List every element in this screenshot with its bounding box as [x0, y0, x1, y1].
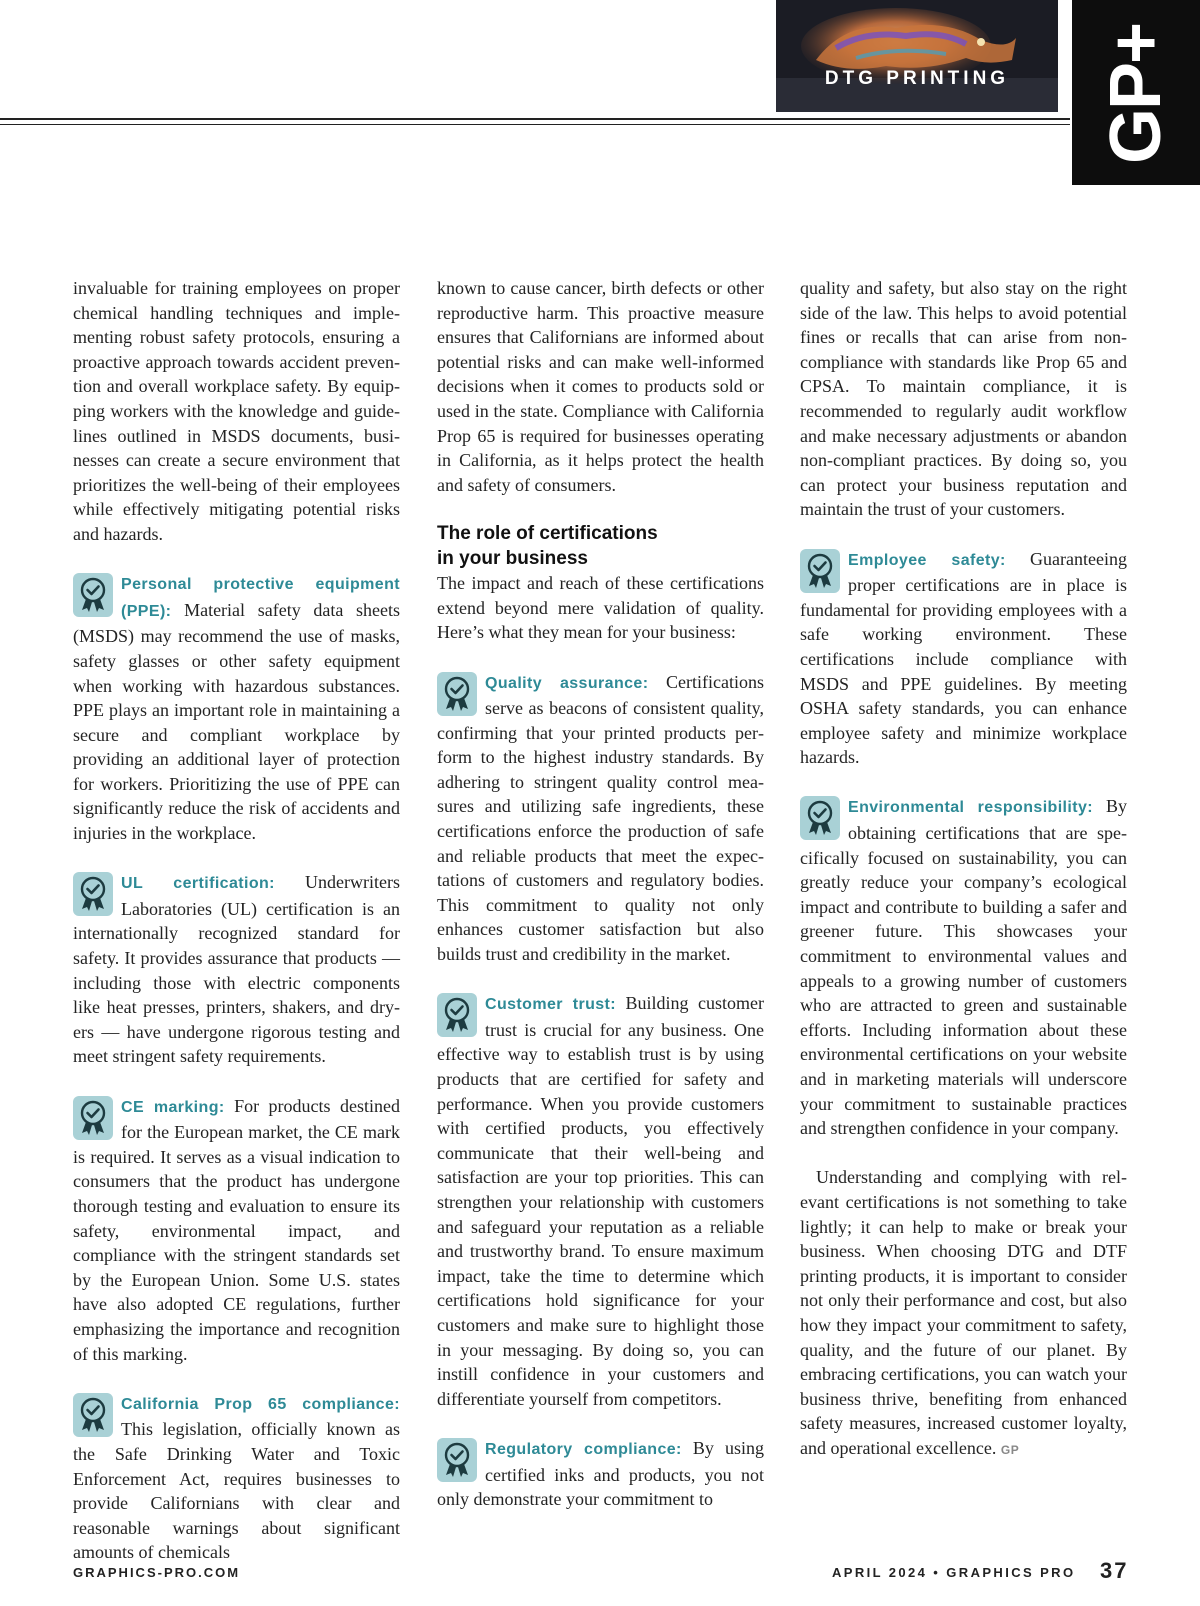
footer-issue: APRIL 2024 • GRAPHICS PRO [832, 1565, 1076, 1580]
item-lead: Regulatory compliance: [485, 1440, 682, 1458]
header-rule [0, 118, 1070, 120]
closing-text: Understanding and complying with relevant certifications is not something to take lightly; it can help to make or break your business. When choosing DTG and DTF printing products, it is important to consider not only their performance and cost, but also how they impact your commitment to safety, quality, and the future of our planet. By embracing certifications, you can watch your business thrive, benefiting from enhanced safety measures, increased customer loyalty, and operational excellence. [800, 1167, 1127, 1458]
list-item-trust [437, 991, 764, 1411]
column-3 [800, 276, 1127, 1463]
item-body: Guaranteeing proper certifications are in place is fundamental for providing employees with a safe working environment. These certifications include compliance with MSDS and PPE guidelines. By meeting OSHA safety standards, you can enhance employee safety and minimize workplace hazards. [800, 548, 1127, 768]
header-photo [776, 0, 1058, 112]
closing-paragraph [800, 1165, 1127, 1462]
item-lead: CE marking: [121, 1098, 225, 1116]
item-lead: Employee safety: [848, 551, 1006, 569]
list-item-ppe [73, 571, 400, 846]
list-item-environmental [800, 794, 1127, 1140]
item-lead: Environmental responsibility: [848, 799, 1094, 817]
paragraph: known to cause cancer, birth defects or other reproductive harm. This proactive measure ensures that Californians are informed about potential risks and can make well-informed decisions when it comes to products sold or used in the state. Compliance with California Prop 65 is required for businesses operating in California, as it helps protect the health and safety of consumers. [437, 278, 764, 495]
paragraph: The impact and reach of these certifications extend beyond mere validation of quality. Here’s what they mean for your business: [437, 573, 764, 643]
item-body: Underwriters Laboratories (UL) certification is an internationally recognized standard for safety. It provides assurance that products — including those with electric components like heat presses, printers, shakers, and dryers — have undergone rigorous testing and meet stringent safety requirements. [73, 872, 400, 1067]
item-body: Certifications serve as beacons of consistent quality, confirming that your printed products perform to the highest industry standards. By adhering to stringent quality control measures and utilizing safe ingredients, these certifications enforce the production of safe and reliable products that meet the expectations of customers and regulatory bodies. This commitment to quality not only enhances customer satisfaction but also builds trust and credibility in the market. [437, 671, 764, 965]
certification-badge-icon [437, 672, 477, 716]
item-body: This legislation, officially known as the Safe Drinking Water and Toxic Enforcement Act, requires businesses to provide Californians with clear and reasonable warnings about significant amounts of chemicals [73, 1419, 400, 1563]
certification-badge-icon [73, 1096, 113, 1140]
item-body: By obtaining certifications that are specifically focused on sustainability, you can greatly reduce your company’s ecological impact and contribute to building a safer and greener future. This showcases your commitment to environmental values and appeals to a growing number of customers who are attracted to green and sustainable efforts. Including information about these environmental certifications on your website and in marketing materials will underscore your commitment to sustainable practices and strengthen confidence in your company. [800, 796, 1127, 1139]
item-body: Material safety data sheets (MSDS) may recommend the use of masks, safety glasses or other safety equipment when working with hazardous substances. PPE plays an important role in maintaining a secure and compliant workplace by providing an additional layer of protection for workers. Prioritizing the use of PPE can significantly reduce the risk of accidents and injuries in the workplace. [73, 599, 400, 844]
certification-badge-icon [800, 796, 840, 840]
certification-badge-icon [800, 549, 840, 593]
section-heading: The role of certifications in your business [437, 522, 658, 569]
item-lead: Customer trust: [485, 996, 617, 1014]
certification-badge-icon [437, 1438, 477, 1482]
paragraph: invaluable for training employees on proper chemical handling techniques and implementing robust safety protocols, ensuring a proactive approach towards accident prevention and overall workplace safety. By equipping workers with the knowledge and guidelines outlined in MSDS documents, businesses can create a secure environment that prioritizes the well-being of their employees while effectively mitigating potential risks and hazards. [73, 278, 400, 544]
column-1 [73, 276, 400, 1589]
header-rule-thin [0, 124, 1070, 125]
page-number: 37 [1100, 1558, 1129, 1583]
paragraph: quality and safety, but also stay on the right side of the law. This helps to avoid potential fines or recalls that can arise from non-compliance with standards like Prop 65 and CPSA. To maintain compliance, it is recommended to regularly audit workflow and make necessary adjustments or abandon non-compliant practices. By doing so, you can protect your business reputation and maintain the trust of your customers. [800, 278, 1127, 520]
section-label: DTG PRINTING [824, 68, 1010, 89]
item-body: For products destined for the European market, the CE mark is required. It serves as a visual indication to consumers that the product has undergone thorough testing and evaluation to ensure its safety, environmental impact, and compliance with the stringent standards set by the European Union. Some U.S. states have also adopted CE regulations, further emphasizing the importance and recognition of this marking. [73, 1095, 400, 1364]
list-item-employee-safety [800, 547, 1127, 770]
item-lead: Quality assurance: [485, 674, 649, 692]
column-2 [437, 276, 764, 1536]
item-lead: California Prop 65 compliance: [121, 1395, 400, 1413]
list-item-ul [73, 870, 400, 1069]
certification-badge-icon [73, 573, 113, 617]
list-item-regulatory [437, 1436, 764, 1512]
certification-badge-icon [73, 872, 113, 916]
list-item-prop65 [73, 1391, 400, 1565]
item-body: Building customer trust is crucial for any business. One effective way to establish trust is by using products that are certified for safety and performance. When you provide customers with certified products, you effectively communicate that their well-being and satisfaction are your top priorities. This can strengthen your relationship with customers and safeguard your reputation as a reliable and trustworthy brand. To ensure maximum impact, take the time to determine which certifications hold significance for your customers and make sure to highlight those in your messaging. By doing so, you can instill confidence in your customers and differentiate yourself from competitors. [437, 993, 764, 1409]
end-mark: GP [1000, 1442, 1020, 1457]
list-item-ce [73, 1094, 400, 1367]
brand-tab-text: GP+ [1096, 23, 1176, 165]
footer-website: GRAPHICS-PRO.COM [73, 1565, 241, 1580]
item-lead: Personal protective equipment (PPE): [121, 576, 400, 620]
certification-badge-icon [437, 993, 477, 1037]
list-item-quality [437, 670, 764, 967]
item-body: By using certified inks and products, you not only demonstrate your commitment to [437, 1437, 764, 1510]
item-lead: UL certification: [121, 875, 275, 893]
certification-badge-icon [73, 1393, 113, 1437]
